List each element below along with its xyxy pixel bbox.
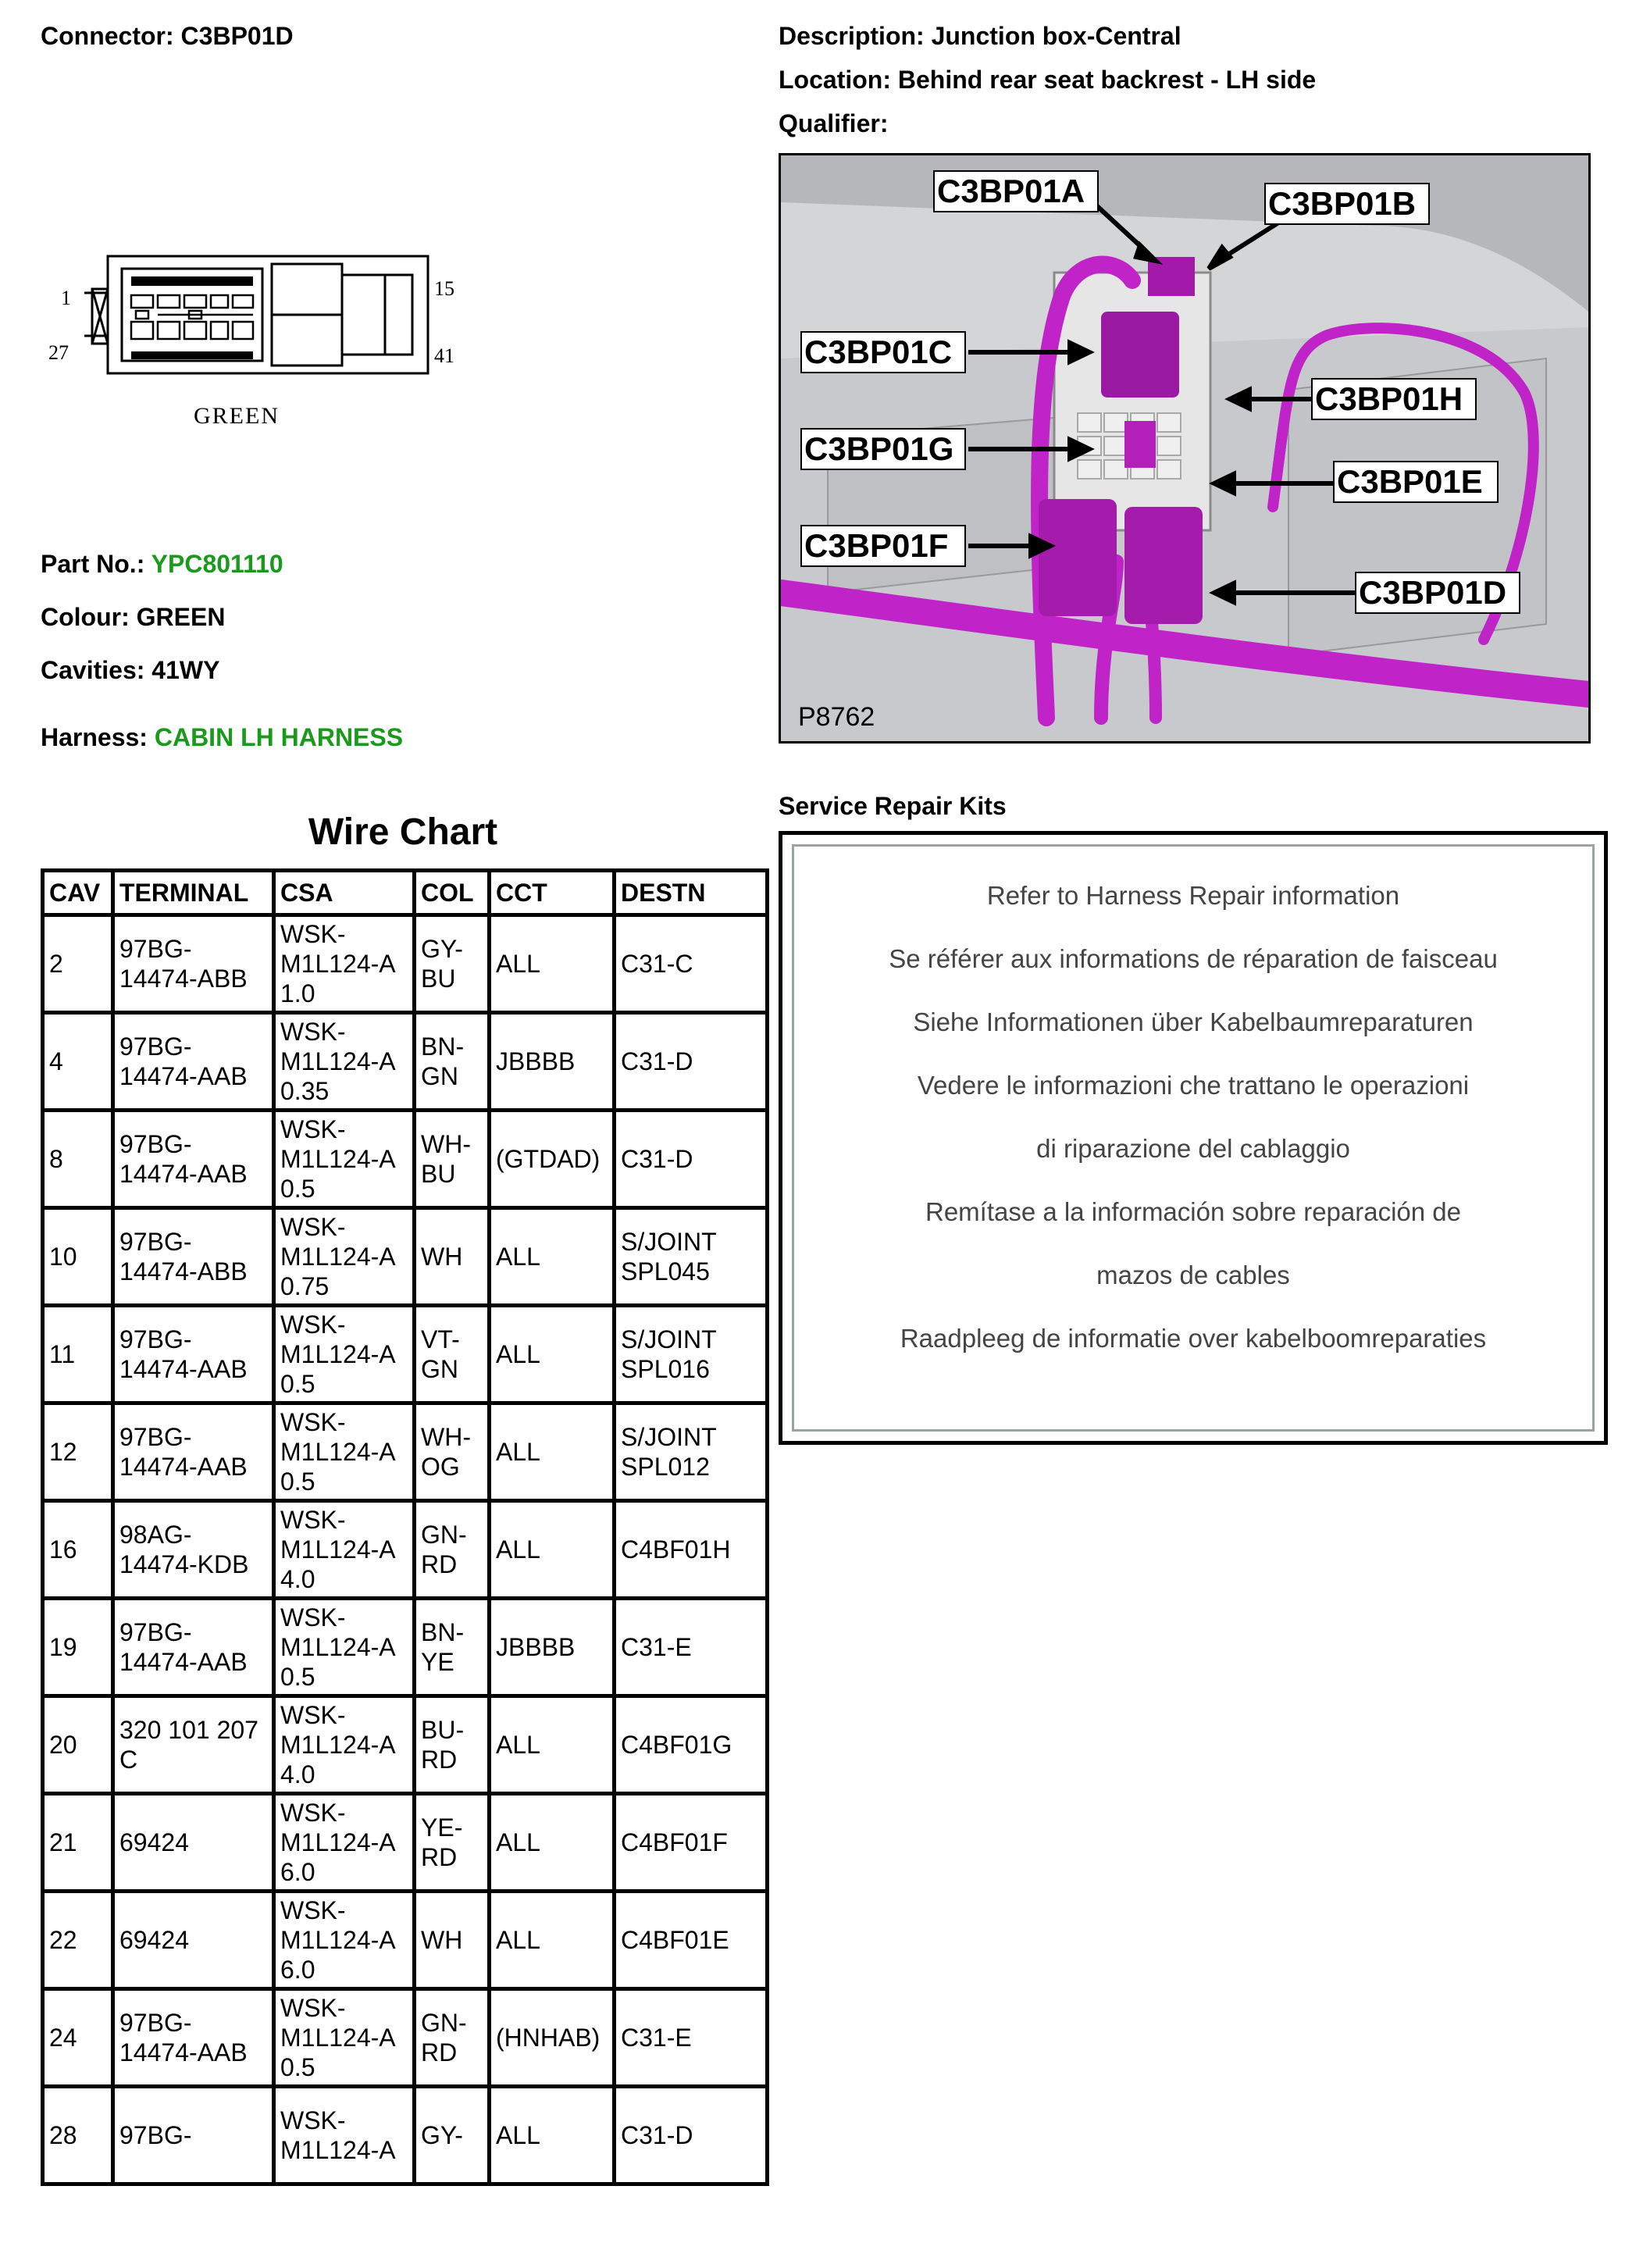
cell-terminal [113, 2087, 274, 2184]
cell-csa [274, 915, 415, 1013]
cell-destn [615, 1403, 768, 1501]
kit-line-es-2: mazos de cables [1096, 1261, 1290, 1289]
cell-col-text: YE- RD [421, 1813, 463, 1871]
cell-terminal [113, 915, 274, 1013]
cell-col [415, 1989, 490, 2087]
cell-cct-text: ALL [496, 1731, 540, 1759]
cell-cct [490, 1989, 615, 2087]
cell-csa-text: WSK- M1L124-A 0.75 [280, 1213, 396, 1300]
service-repair-kits-panel [792, 844, 1595, 1432]
column-header-terminal: TERMINAL [113, 871, 274, 915]
cell-csa [274, 1501, 415, 1599]
cell-csa [274, 1111, 415, 1208]
cell-terminal-text: 97BG- 14474-ABB [119, 935, 248, 993]
cell-cct-text: ALL [496, 2121, 540, 2149]
connector-value: C3BP01D [180, 22, 294, 50]
cell-terminal [113, 1892, 274, 1989]
cell-cct-text: ALL [496, 1828, 540, 1856]
cell-col-text: WH [421, 1926, 463, 1954]
cell-destn-text: S/JOINT SPL016 [621, 1325, 717, 1383]
figure-id: P8762 [798, 702, 875, 732]
cell-col-text: GY- [421, 2121, 463, 2149]
service-repair-kits-title: Service Repair Kits [779, 792, 1007, 820]
column-header-csa: CSA [274, 871, 415, 915]
cell-cct-text: JBBBB [496, 1633, 576, 1661]
pin-label-1: 1 [61, 287, 71, 309]
cell-cav [43, 1599, 113, 1696]
cell-cav [43, 1208, 113, 1306]
cell-csa [274, 1892, 415, 1989]
kit-line-it-1: Vedere le informazioni che trattano le operazioni [917, 1071, 1470, 1100]
cell-cav [43, 1794, 113, 1892]
cell-col [415, 1599, 490, 1696]
pin-label-27: 27 [48, 341, 69, 364]
cavities-row [41, 654, 219, 686]
cell-cct [490, 1696, 615, 1794]
cell-csa-text: WSK- M1L124-A 0.5 [280, 1115, 396, 1203]
cell-cct-text: ALL [496, 1926, 540, 1954]
cell-destn [615, 1306, 768, 1403]
cell-cct-text: ALL [496, 1340, 540, 1368]
callout-c3bp01e: C3BP01E [1337, 463, 1483, 500]
pin-label-41: 41 [434, 344, 454, 367]
pin-label-15: 15 [434, 277, 454, 300]
cell-cct [490, 2087, 615, 2184]
cell-col-text: WH [421, 1243, 463, 1271]
column-header-cct: CCT [490, 871, 615, 915]
cell-cav-text: 16 [49, 1535, 77, 1564]
cell-col-text: WH- BU [421, 1130, 471, 1188]
cell-cct [490, 1111, 615, 1208]
callout-c3bp01h: C3BP01H [1315, 380, 1463, 417]
wire-chart-table [41, 868, 769, 2186]
cell-terminal-text: 97BG- 14474-AAB [119, 2009, 248, 2067]
column-header-destn: DESTN [615, 871, 768, 915]
cell-csa-text: WSK- M1L124-A 0.35 [280, 1018, 396, 1105]
cell-cct-text: ALL [496, 1243, 540, 1271]
cell-destn-text: C4BF01G [621, 1731, 732, 1759]
cell-terminal-text: 98AG- 14474-KDB [119, 1521, 249, 1578]
cell-destn-text: C4BF01F [621, 1828, 728, 1856]
harness-row [41, 722, 403, 753]
cell-cav [43, 1696, 113, 1794]
cell-cav [43, 1306, 113, 1403]
column-header-cav: CAV [43, 871, 113, 915]
cell-terminal [113, 1013, 274, 1111]
harness-label: Harness: [41, 723, 148, 751]
cell-terminal [113, 1208, 274, 1306]
cell-cct-text: ALL [496, 1438, 540, 1466]
cell-csa [274, 1208, 415, 1306]
cell-cav-text: 2 [49, 950, 63, 978]
cell-terminal [113, 1794, 274, 1892]
cell-csa [274, 1306, 415, 1403]
description-heading [779, 20, 1181, 52]
cell-col [415, 1794, 490, 1892]
part-no-value: YPC801110 [151, 550, 283, 578]
wire-chart-body [43, 915, 768, 2184]
description-label: Description: [779, 22, 925, 50]
cell-cct [490, 1306, 615, 1403]
cell-destn [615, 1013, 768, 1111]
cell-csa [274, 1599, 415, 1696]
cell-csa [274, 1794, 415, 1892]
cell-csa-text: WSK- M1L124-A 0.5 [280, 1994, 396, 2081]
connector-location-photo [779, 153, 1591, 744]
cell-terminal [113, 1696, 274, 1794]
cell-cct-text: ALL [496, 950, 540, 978]
cell-col-text: BU- RD [421, 1716, 465, 1774]
cell-destn-text: C31-E [621, 2024, 692, 2052]
cell-destn-text: C31-D [621, 1145, 693, 1173]
cell-cav-text: 10 [49, 1243, 77, 1271]
cell-destn-text: C4BF01E [621, 1926, 729, 1954]
cell-cav [43, 1892, 113, 1989]
callout-c3bp01d: C3BP01D [1359, 574, 1507, 611]
cell-col-text: GN- RD [421, 1521, 467, 1578]
service-repair-kits-box [779, 831, 1608, 1445]
table-row [43, 1403, 768, 1501]
cell-destn-text: C31-E [621, 1633, 692, 1661]
cell-csa-text: WSK- M1L124-A 6.0 [280, 1799, 396, 1886]
cell-col [415, 1501, 490, 1599]
cell-csa-text: WSK- M1L124-A 4.0 [280, 1506, 396, 1593]
cell-cav [43, 1501, 113, 1599]
callout-c3bp01g: C3BP01G [804, 430, 954, 467]
kit-line-es-1: Remítase a la información sobre reparación de [925, 1197, 1462, 1226]
colour-label: Colour: [41, 603, 130, 631]
location-label: Location: [779, 66, 891, 94]
cell-cav-text: 12 [49, 1438, 77, 1466]
wire-chart-header-row [43, 871, 768, 915]
cell-terminal-text: 97BG- 14474-AAB [119, 1618, 248, 1676]
cell-col [415, 1892, 490, 1989]
cell-terminal-text: 69424 [119, 1926, 189, 1954]
cell-destn-text: S/JOINT SPL045 [621, 1228, 717, 1286]
cell-cav [43, 1989, 113, 2087]
cell-col-text: BN- YE [421, 1618, 465, 1676]
harness-value: CABIN LH HARNESS [154, 723, 404, 751]
cell-terminal-text: 97BG- 14474-AAB [119, 1325, 248, 1383]
table-row [43, 1306, 768, 1403]
callout-c3bp01f: C3BP01F [804, 527, 949, 564]
cell-terminal-text: 97BG- 14474-AAB [119, 1423, 248, 1481]
description-value: Junction box-Central [931, 22, 1181, 50]
cell-terminal-text: 97BG- 14474-AAB [119, 1130, 248, 1188]
cell-terminal [113, 1989, 274, 2087]
cell-csa [274, 1696, 415, 1794]
cell-cav-text: 11 [49, 1340, 76, 1368]
cell-destn [615, 1111, 768, 1208]
cell-destn [615, 1696, 768, 1794]
table-row [43, 1696, 768, 1794]
cell-col-text: VT- GN [421, 1325, 460, 1383]
cell-destn-text: S/JOINT SPL012 [621, 1423, 717, 1481]
table-row [43, 1599, 768, 1696]
cell-cct-text: (GTDAD) [496, 1145, 601, 1173]
cell-csa-text: WSK- M1L124-A 0.5 [280, 1603, 396, 1691]
cavities-label: Cavities: [41, 656, 145, 684]
cell-cav [43, 2087, 113, 2184]
table-row [43, 1111, 768, 1208]
cell-destn [615, 1989, 768, 2087]
cell-terminal [113, 1501, 274, 1599]
qualifier-label: Qualifier: [779, 109, 889, 137]
cell-csa-text: WSK- M1L124-A 4.0 [280, 1701, 396, 1788]
cell-cav [43, 1403, 113, 1501]
cell-cav-text: 20 [49, 1731, 77, 1759]
column-header-col: COL [415, 871, 490, 915]
cell-cav-text: 22 [49, 1926, 77, 1954]
cavities-value: 41WY [151, 656, 220, 684]
cell-cct [490, 1403, 615, 1501]
kit-line-en: Refer to Harness Repair information [986, 881, 1400, 910]
table-row [43, 1892, 768, 1989]
qualifier-heading [779, 108, 888, 139]
cell-csa [274, 2087, 415, 2184]
cell-terminal [113, 1599, 274, 1696]
table-row [43, 1501, 768, 1599]
cell-cav [43, 1013, 113, 1111]
cell-cav-text: 19 [49, 1633, 77, 1661]
cell-cct [490, 1013, 615, 1111]
cell-terminal [113, 1306, 274, 1403]
cell-destn-text: C4BF01H [621, 1535, 731, 1564]
wire-chart-title: Wire Chart [308, 811, 498, 853]
cell-cct [490, 1892, 615, 1989]
cell-col [415, 1696, 490, 1794]
cell-cav-text: 4 [49, 1047, 63, 1075]
cell-destn-text: C31-D [621, 2121, 693, 2149]
location-value: Behind rear seat backrest - LH side [897, 66, 1317, 94]
callout-c3bp01c: C3BP01C [804, 333, 953, 370]
colour-row [41, 601, 225, 633]
cell-cav [43, 1111, 113, 1208]
cell-terminal-text: 320 101 207 C [119, 1716, 258, 1774]
cell-col [415, 1403, 490, 1501]
cell-terminal-text: 97BG- 14474-AAB [119, 1032, 248, 1090]
table-row [43, 2087, 768, 2184]
callout-c3bp01b: C3BP01B [1268, 185, 1417, 222]
kit-line-it-2: di riparazione del cablaggio [1036, 1134, 1350, 1163]
kit-line-fr: Se référer aux informations de réparation de faisceau [889, 944, 1498, 973]
cell-cct [490, 1794, 615, 1892]
cell-csa-text: WSK- M1L124-A 1.0 [280, 920, 396, 1007]
connector-label: Connector: [41, 22, 174, 50]
connector-heading [41, 20, 294, 52]
callout-c3bp01a: C3BP01A [937, 173, 1085, 209]
cell-csa-text: WSK- M1L124-A 0.5 [280, 1311, 396, 1398]
cell-csa [274, 1403, 415, 1501]
cell-csa-text: WSK- M1L124-A 0.5 [280, 1408, 396, 1496]
cell-cct-text: ALL [496, 1535, 540, 1564]
table-row [43, 1794, 768, 1892]
table-row [43, 1013, 768, 1111]
cell-col-text: GN- RD [421, 2009, 467, 2067]
cell-col [415, 2087, 490, 2184]
kit-line-nl: Raadpleeg de informatie over kabelboomreparaties [900, 1324, 1487, 1353]
table-row [43, 1989, 768, 2087]
cell-terminal-text: 69424 [119, 1828, 189, 1856]
table-row [43, 915, 768, 1013]
cell-destn [615, 1501, 768, 1599]
part-no-row [41, 548, 283, 579]
cell-col [415, 1306, 490, 1403]
cell-csa [274, 1989, 415, 2087]
part-no-label: Part No.: [41, 550, 145, 578]
cell-col [415, 1208, 490, 1306]
cell-cav-text: 21 [49, 1828, 77, 1856]
cell-destn-text: C31-C [621, 950, 693, 978]
cell-destn-text: C31-D [621, 1047, 693, 1075]
cell-col [415, 1111, 490, 1208]
cell-destn [615, 2087, 768, 2184]
cell-destn [615, 1208, 768, 1306]
cell-cav-text: 24 [49, 2024, 77, 2052]
cell-terminal [113, 1111, 274, 1208]
cell-terminal [113, 1403, 274, 1501]
cell-csa-text: WSK- M1L124-A 6.0 [280, 1896, 396, 1984]
cell-destn [615, 1794, 768, 1892]
cell-cav [43, 915, 113, 1013]
cell-destn [615, 1599, 768, 1696]
cell-cct-text: (HNHAB) [496, 2024, 601, 2052]
cell-cct [490, 1208, 615, 1306]
cell-destn [615, 915, 768, 1013]
cell-col [415, 1013, 490, 1111]
cell-cct [490, 915, 615, 1013]
cell-terminal-text: 97BG- [119, 2121, 192, 2149]
connector-colour-caption: GREEN [194, 403, 280, 429]
junction-box-illustration [781, 155, 1588, 741]
location-heading [779, 64, 1316, 95]
cell-cav-text: 28 [49, 2121, 77, 2149]
cell-col-text: WH- OG [421, 1423, 471, 1481]
cell-destn [615, 1892, 768, 1989]
cell-col-text: BN- GN [421, 1032, 465, 1090]
table-row [43, 1208, 768, 1306]
cell-col [415, 915, 490, 1013]
cell-cct [490, 1501, 615, 1599]
kit-line-de: Siehe Informationen über Kabelbaumreparaturen [913, 1007, 1474, 1036]
cell-terminal-text: 97BG- 14474-ABB [119, 1228, 248, 1286]
colour-value: GREEN [136, 603, 226, 631]
cell-col-text: GY- BU [421, 935, 463, 993]
cell-cct [490, 1599, 615, 1696]
cell-csa [274, 1013, 415, 1111]
cell-cct-text: JBBBB [496, 1047, 576, 1075]
connector-face-drawing [37, 242, 475, 437]
cell-cav-text: 8 [49, 1145, 63, 1173]
cell-csa-text: WSK- M1L124-A [280, 2106, 396, 2164]
